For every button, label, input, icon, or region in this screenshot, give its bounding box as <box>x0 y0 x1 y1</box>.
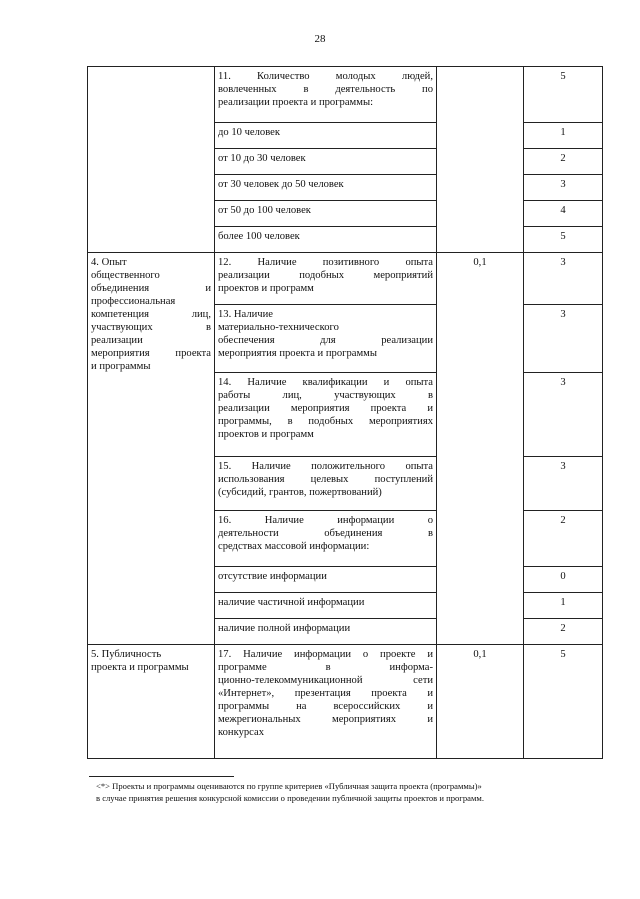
group-title-4 <box>88 253 215 645</box>
criterion-line: деятельности объединения в <box>218 528 433 539</box>
score-cell: 4 <box>524 201 603 227</box>
table-row <box>88 645 603 759</box>
criterion-line: вовлеченных в деятельность по <box>218 84 433 95</box>
score-cell: 2 <box>524 619 603 645</box>
group-line: проекта и программы <box>91 662 189 673</box>
criterion-line: 12. Наличие позитивного опыта <box>218 257 433 268</box>
criterion-line: проектов и программ <box>218 429 314 440</box>
score-cell: 3 <box>524 253 603 305</box>
criterion-line: программы на всероссийских и <box>218 701 433 712</box>
footnote <box>96 780 596 804</box>
weight-cell: 0,1 <box>437 253 524 645</box>
criterion-line: проектов и программ <box>218 283 314 294</box>
criterion-line: программе в информа- <box>218 662 433 673</box>
group-line: 4. Опыт <box>91 257 127 268</box>
option-label: от 50 до 100 человек <box>215 201 437 227</box>
score-cell: 1 <box>524 593 603 619</box>
table-row <box>88 67 603 123</box>
page-number: 28 <box>314 33 326 45</box>
score-cell: 2 <box>524 511 603 567</box>
score-cell: 3 <box>524 457 603 511</box>
criterion-15 <box>215 457 437 511</box>
criterion-12 <box>215 253 437 305</box>
criterion-11 <box>215 67 437 123</box>
criterion-line: реализации мероприятия проекта и <box>218 403 433 414</box>
criterion-line: реализации проекта и программы: <box>218 97 374 108</box>
group-line: объединения и <box>91 283 211 294</box>
score-cell: 3 <box>524 305 603 373</box>
criterion-17 <box>215 645 437 759</box>
criterion-line: 13. Наличие <box>218 309 273 320</box>
criterion-line: программы, в подобных мероприятиях <box>218 416 433 427</box>
group-line: компетенция лиц, <box>91 309 211 320</box>
criterion-line: материально-технического <box>218 322 339 333</box>
weight-cell: 0,1 <box>437 645 524 759</box>
criterion-line: межрегиональных мероприятиях и <box>218 714 433 725</box>
criterion-line: «Интернет», презентация проекта и <box>218 688 433 699</box>
weight-cell <box>437 67 524 253</box>
score-cell: 0 <box>524 567 603 593</box>
option-label: наличие полной информации <box>215 619 437 645</box>
option-label: от 30 человек до 50 человек <box>215 175 437 201</box>
score-cell: 5 <box>524 645 603 759</box>
criterion-line: мероприятия проекта и программы <box>218 348 377 359</box>
criterion-line: ционно-телекоммуникационной сети <box>218 675 433 686</box>
criterion-line: реализации подобных мероприятий <box>218 270 433 281</box>
option-label: более 100 человек <box>215 227 437 253</box>
score-cell: 5 <box>524 67 603 123</box>
criterion-line: (субсидий, грантов, пожертвований) <box>218 487 382 498</box>
criterion-13 <box>215 305 437 373</box>
score-cell: 5 <box>524 227 603 253</box>
table-row <box>88 253 603 305</box>
criteria-table <box>87 66 603 759</box>
group-line: 5. Публичность <box>91 649 162 660</box>
criterion-line: 15. Наличие положительного опыта <box>218 461 433 472</box>
criterion-line: конкурсах <box>218 727 264 738</box>
criterion-line: работы лиц, участвующих в <box>218 390 433 401</box>
option-label: от 10 до 30 человек <box>215 149 437 175</box>
criterion-line: 17. Наличие информации о проекте и <box>218 649 433 660</box>
group-line: и программы <box>91 361 151 372</box>
option-label: отсутствие информации <box>215 567 437 593</box>
criterion-line: средствах массовой информации: <box>218 541 370 552</box>
criterion-line: 16. Наличие информации о <box>218 515 433 526</box>
option-label: до 10 человек <box>215 123 437 149</box>
criterion-line: обеспечения для реализации <box>218 335 433 346</box>
criterion-16 <box>215 511 437 567</box>
criterion-line: использования целевых поступлений <box>218 474 433 485</box>
score-cell: 2 <box>524 149 603 175</box>
footnote-line: <*> Проекты и программы оцениваются по группе критериев «Публичная защита проекта (программы)» <box>96 781 482 791</box>
option-label: наличие частичной информации <box>215 593 437 619</box>
group-line: участвующих в <box>91 322 211 333</box>
criterion-line: 14. Наличие квалификации и опыта <box>218 377 433 388</box>
criterion-line: 11. Количество молодых людей, <box>218 71 433 82</box>
group-line: реализации <box>91 335 143 346</box>
footnote-line: в случае принятия решения конкурсной комиссии о проведении публичной защиты проектов и программ. <box>96 793 484 803</box>
criterion-14 <box>215 373 437 457</box>
score-cell: 1 <box>524 123 603 149</box>
footnote-divider <box>89 776 234 777</box>
group-cell-empty <box>88 67 215 253</box>
score-cell: 3 <box>524 373 603 457</box>
group-line: мероприятия проекта <box>91 348 211 359</box>
group-title-5 <box>88 645 215 759</box>
group-line: общественного <box>91 270 160 281</box>
score-cell: 3 <box>524 175 603 201</box>
group-line: профессиональная <box>91 296 176 307</box>
